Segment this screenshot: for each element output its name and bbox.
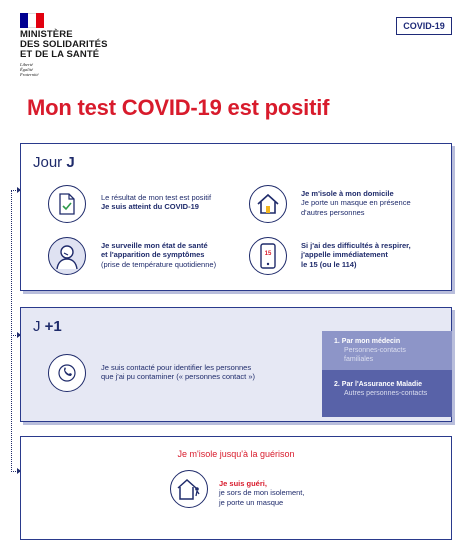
- day-j1-panel: [20, 307, 452, 422]
- page-title: Mon test COVID-19 est positif: [27, 95, 330, 120]
- contact-tracing-text: Je suis contacté pour identifier les personnes que j'ai pu contaminer (« personnes contact »): [101, 363, 256, 382]
- timeline-line: [11, 190, 12, 472]
- call-15-text: Si j'ai des difficultés à respirer, j'appelle immédiatement le 15 (ou le 114): [301, 241, 411, 269]
- exit-house-icon: [170, 470, 208, 508]
- health-insurance-contact-box: 2. Par l'Assurance Maladie Autres personnes-contacts: [322, 370, 452, 417]
- doctor-contact-box: 1. Par mon médecin Personnes-contacts familiales: [322, 331, 452, 370]
- monitor-health-text: Je surveille mon état de santé et l'apparition de symptômes (prise de température quotidienne): [101, 241, 217, 269]
- phone-icon: [48, 354, 86, 392]
- ministry-name: MINISTÈRE DES SOLIDARITÉS ET DE LA SANTÉ: [20, 29, 108, 60]
- phone-15-icon: [249, 237, 287, 275]
- person-thermometer-icon: [48, 237, 86, 275]
- healed-text: Je suis guéri, je sors de mon isolement, je porte un masque: [219, 479, 305, 507]
- covid-badge: COVID-19: [396, 17, 452, 35]
- flag-logo: [20, 13, 44, 28]
- svg-text:15: 15: [264, 251, 272, 257]
- healing-heading: Je m'isole jusqu'à la guérison: [177, 449, 295, 459]
- day-j1-label: J +1: [33, 318, 62, 335]
- document-check-icon: [48, 185, 86, 223]
- home-icon: [249, 185, 287, 223]
- day-j-panel: [20, 143, 452, 291]
- test-result-text: Le résultat de mon test est positif Je suis atteint du COVID-19: [101, 193, 212, 212]
- day-j-label: Jour J: [33, 154, 75, 171]
- isolate-home-text: Je m'isole à mon domicile Je porte un masque en présence d'autres personnes: [301, 189, 411, 217]
- healing-panel: [20, 436, 452, 540]
- republic-motto: Liberté Égalité Fraternité: [20, 62, 39, 77]
